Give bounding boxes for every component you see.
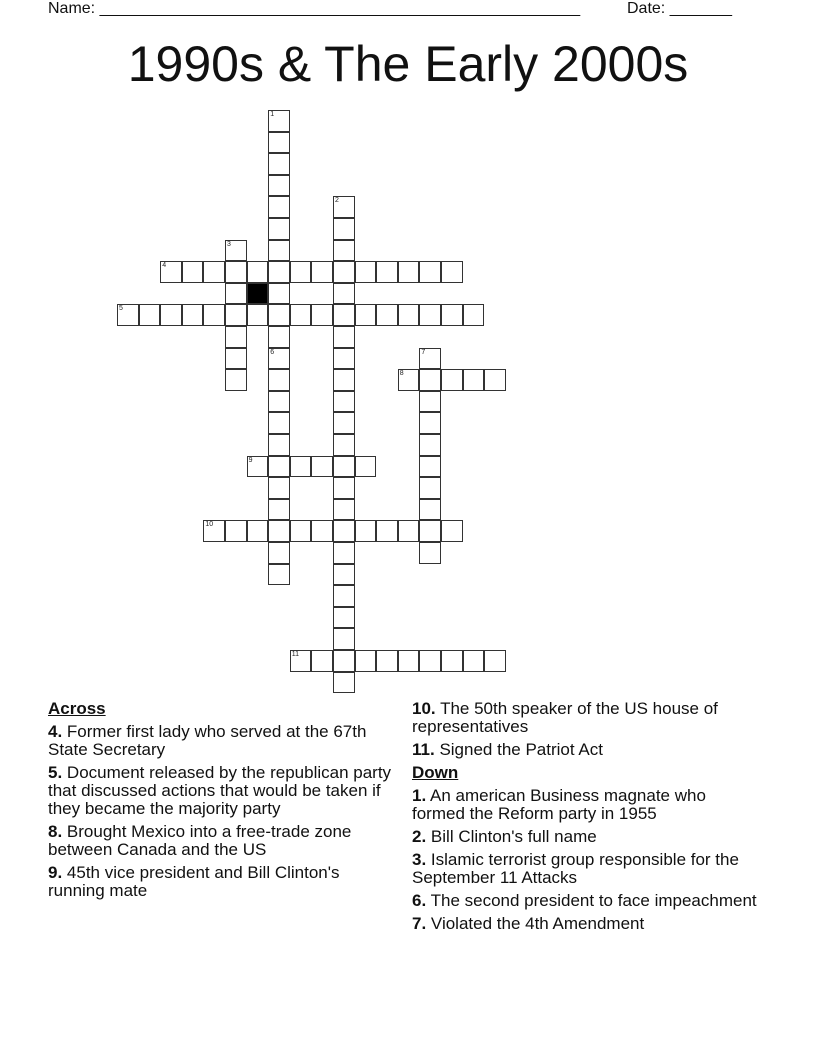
clue-text: Signed the Patriot Act [439, 740, 603, 759]
clue-number-label: 4 [162, 262, 167, 270]
grid-cell[interactable] [225, 520, 247, 542]
grid-cell[interactable] [419, 348, 441, 370]
grid-cell[interactable] [247, 456, 269, 478]
grid-cell[interactable] [441, 650, 463, 672]
grid-cell[interactable] [441, 261, 463, 283]
grid-cell[interactable] [333, 456, 355, 478]
grid-cell[interactable] [268, 434, 290, 456]
clue-number: 7. [412, 914, 427, 933]
clue-across-8 [48, 823, 393, 859]
grid-cell[interactable] [333, 218, 355, 240]
grid-cell[interactable] [484, 650, 506, 672]
grid-cell[interactable] [398, 650, 420, 672]
grid-cell[interactable] [290, 261, 312, 283]
grid-cell[interactable] [333, 672, 355, 694]
clue-text: The 50th speaker of the US house of representatives [412, 699, 718, 736]
grid-cell[interactable] [247, 261, 269, 283]
grid-cell[interactable] [419, 391, 441, 413]
grid-cell[interactable] [268, 218, 290, 240]
clue-text: Brought Mexico into a free-trade zone between Canada and the US [48, 822, 352, 859]
clue-number: 5. [48, 763, 63, 782]
grid-cell[interactable] [333, 650, 355, 672]
clue-number-label: 11 [291, 651, 300, 658]
grid-cell[interactable] [333, 348, 355, 370]
grid-cell[interactable] [268, 520, 290, 542]
clue-number-label: 8 [399, 370, 404, 378]
clue-number-label: 10 [205, 521, 214, 529]
grid-cell[interactable] [398, 369, 420, 391]
grid-cell[interactable] [333, 304, 355, 326]
grid-cell[interactable] [355, 304, 377, 326]
grid-cell[interactable] [463, 650, 485, 672]
grid-cell[interactable] [333, 412, 355, 434]
grid-cell[interactable] [268, 326, 290, 348]
clue-number-label: 6 [270, 348, 275, 356]
clue-number: 11. [412, 740, 435, 759]
grid-cell[interactable] [333, 564, 355, 586]
grid-cell[interactable] [268, 110, 290, 132]
grid-cell[interactable] [376, 261, 398, 283]
grid-cell[interactable] [225, 369, 247, 391]
clue-text: The second president to face impeachment [430, 891, 757, 910]
grid-cell[interactable] [419, 650, 441, 672]
clue-down-6 [412, 892, 757, 910]
grid-cell[interactable] [268, 477, 290, 499]
clue-number-label: 7 [421, 348, 426, 356]
clue-number-label: 1 [270, 111, 275, 118]
clue-number: 3. [412, 850, 427, 869]
grid-cell[interactable] [419, 369, 441, 391]
grid-cell[interactable] [419, 304, 441, 326]
grid-cell[interactable] [419, 434, 441, 456]
grid-cell[interactable] [333, 585, 355, 607]
grid-cell[interactable] [268, 261, 290, 283]
grid-cell[interactable] [419, 520, 441, 542]
grid-cell[interactable] [355, 261, 377, 283]
grid-cell[interactable] [376, 304, 398, 326]
grid-cell[interactable] [311, 261, 333, 283]
grid-cell[interactable] [419, 261, 441, 283]
grid-cell[interactable] [463, 369, 485, 391]
clue-number-label: 9 [248, 456, 253, 464]
grid-cell[interactable] [311, 456, 333, 478]
grid-cell[interactable] [268, 391, 290, 413]
grid-cell[interactable] [333, 628, 355, 650]
clue-number-label: 5 [119, 305, 123, 313]
grid-cell[interactable] [441, 520, 463, 542]
grid-cell[interactable] [268, 240, 290, 262]
grid-cell[interactable] [333, 261, 355, 283]
clue-text: Bill Clinton's full name [430, 827, 597, 846]
grid-cell[interactable] [268, 564, 290, 586]
grid-cell[interactable] [268, 542, 290, 564]
clue-number: 1. [412, 786, 427, 805]
grid-cell[interactable] [225, 348, 247, 370]
down-heading: Down [412, 763, 459, 782]
grid-cell[interactable] [311, 304, 333, 326]
grid-cell[interactable] [333, 369, 355, 391]
grid-cell[interactable] [203, 304, 225, 326]
grid-cell[interactable] [333, 283, 355, 305]
grid-cell[interactable] [355, 456, 377, 478]
clue-number-label: 3 [227, 240, 231, 248]
grid-cell[interactable] [333, 499, 355, 521]
grid-cell[interactable] [225, 261, 247, 283]
grid-cell[interactable] [398, 304, 420, 326]
grid-cell[interactable] [268, 412, 290, 434]
grid-cell[interactable] [268, 499, 290, 521]
grid-cell[interactable] [182, 261, 204, 283]
clue-down-1 [412, 787, 757, 823]
grid-cell[interactable] [268, 153, 290, 175]
clue-number: 9. [48, 863, 63, 882]
grid-cell[interactable] [333, 607, 355, 629]
across-heading: Across [48, 699, 106, 718]
grid-cell[interactable] [225, 326, 247, 348]
clue-number: 8. [48, 822, 63, 841]
grid-cell[interactable] [419, 412, 441, 434]
grid-cell[interactable] [419, 456, 441, 478]
grid-cell[interactable] [333, 542, 355, 564]
grid-cell[interactable] [311, 520, 333, 542]
clue-across-11 [412, 741, 757, 759]
grid-cell[interactable] [182, 304, 204, 326]
clue-text: Former first lady who served at the 67th State Secretary [48, 722, 367, 759]
grid-cell[interactable] [225, 304, 247, 326]
grid-cell[interactable] [160, 261, 182, 283]
grid-cell[interactable] [225, 283, 247, 305]
grid-cell[interactable] [268, 175, 290, 197]
grid-cell[interactable] [376, 650, 398, 672]
grid-cell[interactable] [333, 477, 355, 499]
grid-cell[interactable] [247, 304, 269, 326]
grid-cell[interactable] [290, 456, 312, 478]
grid-cell[interactable] [333, 391, 355, 413]
grid-cell[interactable] [419, 499, 441, 521]
date-field-line: Date: _______ [627, 0, 732, 17]
grid-cell[interactable] [398, 520, 420, 542]
grid-cell[interactable] [268, 369, 290, 391]
clue-across-5 [48, 764, 393, 818]
clue-number: 4. [48, 722, 63, 741]
grid-cell[interactable] [311, 650, 333, 672]
grid-cell[interactable] [268, 196, 290, 218]
grid-cell[interactable] [398, 261, 420, 283]
name-field-line: Name: ______________________________________________________ [48, 0, 581, 17]
clue-number-label: 2 [335, 197, 339, 205]
grid-cell[interactable] [441, 369, 463, 391]
page-title: 1990s & The Early 2000s [127, 36, 689, 92]
grid-cell[interactable] [355, 650, 377, 672]
grid-cell[interactable] [333, 326, 355, 348]
clue-across-4 [48, 723, 393, 759]
grid-cell[interactable] [290, 650, 312, 672]
grid-cell[interactable] [117, 304, 139, 326]
clue-across-10 [412, 700, 757, 736]
clue-number: 6. [412, 891, 427, 910]
grid-cell[interactable] [333, 520, 355, 542]
grid-cell[interactable] [441, 304, 463, 326]
clues-column-right [412, 700, 757, 938]
clue-text: Islamic terrorist group responsible for the September 11 Attacks [412, 850, 739, 887]
grid-cell[interactable] [268, 348, 290, 370]
clue-down-3 [412, 851, 757, 887]
grid-cell[interactable] [376, 520, 398, 542]
clue-number: 2. [412, 827, 427, 846]
clue-text: Violated the 4th Amendment [430, 914, 645, 933]
clue-across-9 [48, 864, 393, 900]
grid-cell[interactable] [484, 369, 506, 391]
grid-cell[interactable] [290, 304, 312, 326]
grid-cell[interactable] [203, 520, 225, 542]
clues-column-left [48, 700, 393, 905]
grid-cell[interactable] [247, 520, 269, 542]
clue-down-7 [412, 915, 757, 933]
clue-text: 45th vice president and Bill Clinton's running mate [48, 863, 340, 900]
grid-cell[interactable] [268, 132, 290, 154]
clue-text: An american Business magnate who formed the Reform party in 1955 [412, 786, 706, 823]
grid-cell[interactable] [160, 304, 182, 326]
grid-cell[interactable] [333, 196, 355, 218]
grid-cell[interactable] [225, 240, 247, 262]
grid-cell[interactable] [463, 304, 485, 326]
black-cell [247, 283, 269, 305]
clue-down-2 [412, 828, 757, 846]
grid-cell[interactable] [419, 542, 441, 564]
grid-cell[interactable] [268, 456, 290, 478]
grid-cell[interactable] [268, 304, 290, 326]
clue-text: Document released by the republican party that discussed actions that would be taken if they became the majority party [48, 763, 392, 818]
grid-cell[interactable] [333, 240, 355, 262]
grid-cell[interactable] [355, 520, 377, 542]
grid-cell[interactable] [203, 261, 225, 283]
grid-cell[interactable] [268, 283, 290, 305]
grid-cell[interactable] [333, 434, 355, 456]
grid-cell[interactable] [139, 304, 161, 326]
grid-cell[interactable] [290, 520, 312, 542]
clue-number: 10. [412, 699, 436, 718]
grid-cell[interactable] [419, 477, 441, 499]
